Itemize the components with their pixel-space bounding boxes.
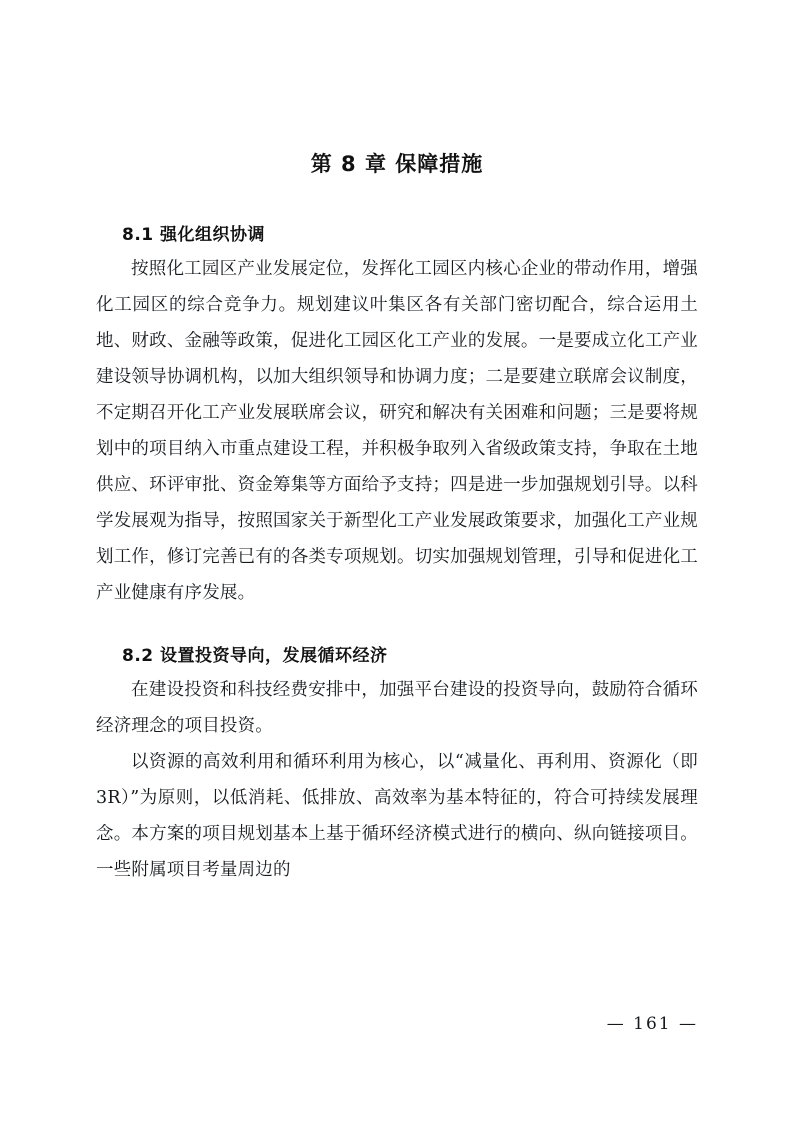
section-heading-8-1: 8.1 强化组织协调 [122, 225, 266, 245]
chapter-title: 第 8 章 保障措施 [310, 152, 484, 176]
paragraph-8-2-2: 以资源的高效利用和循环利用为核心，以“减量化、再利用、资源化（即 3R）”为原则，以低消耗、低排放、高效率为基本特征的，符合可持续发展理念。本方案的项目规划基本上基于循环经济模式进行的横向、纵向链接项目。一些附属项目考量周边的 [96, 752, 698, 880]
paragraph-8-1-1: 按照化工园区产业发展定位，发挥化工园区内核心企业的带动作用，增强化工园区的综合竞争力。规划建议叶集区各有关部门密切配合，综合运用土地、财政、金融等政策，促进化工园区化工产业的发展。一是要成立化工产业建设领导协调机构，以加大组织领导和协调力度；二是要建立联席会议制度，不定期召开化工产业发展联席会议，研究和解决有关困难和问题；三是要将规划中的项目纳入市重点建设工程，并积极争取列入省级政策支持，争取在土地供应、环评审批、资金筹集等方面给予支持；四是进一步加强规划引导。以科学发展观为指导，按照国家关于新型化工产业发展政策要求，加强化工产业规划工作，修订完善已有的各类专项规划。切实加强规划管理，引导和促进化工产业健康有序发展。 [96, 259, 698, 603]
section-heading-8-2: 8.2 设置投资导向，发展循环经济 [122, 646, 388, 666]
paragraph-8-2-1: 在建设投资和科技经费安排中，加强平台建设的投资导向，鼓励符合循环经济理念的项目投资。 [96, 680, 698, 736]
page-number: — 161 — [606, 1014, 698, 1034]
